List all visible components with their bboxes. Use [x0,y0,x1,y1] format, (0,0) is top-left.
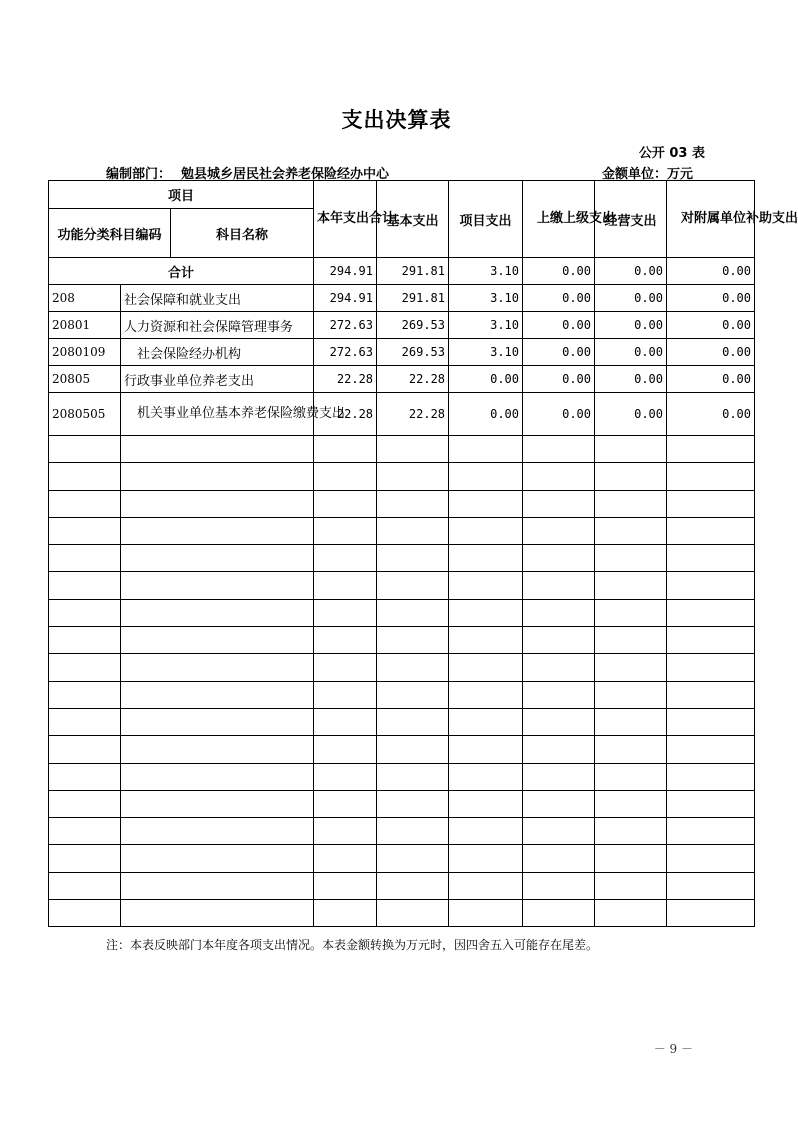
empty-cell [595,490,667,517]
empty-cell [377,818,449,845]
empty-cell [314,654,377,681]
empty-cell [49,872,121,899]
total-cell: 272.63 [314,339,377,366]
empty-row [49,872,755,899]
header-business: 经营支出 [595,181,667,258]
empty-cell [49,818,121,845]
empty-cell [523,736,595,763]
empty-cell [49,572,121,599]
empty-cell [121,818,314,845]
subsidy-cell: 0.00 [667,285,755,312]
department-value: 勉县城乡居民社会养老保险经办中心 [181,167,390,182]
upper-cell: 0.00 [523,339,595,366]
name-cell: 机关事业单位基本养老保险缴费支出 [121,393,314,436]
basic-cell: 291.81 [377,285,449,312]
empty-cell [523,818,595,845]
empty-cell [523,572,595,599]
empty-cell [49,708,121,735]
empty-cell [49,763,121,790]
empty-cell [523,900,595,927]
empty-cell [595,708,667,735]
empty-row [49,736,755,763]
empty-rows [49,436,755,927]
project-cell: 0.00 [449,393,523,436]
empty-cell [121,599,314,626]
empty-cell [49,545,121,572]
empty-cell [523,490,595,517]
subsidy-cell: 0.00 [667,366,755,393]
empty-cell [49,463,121,490]
empty-cell [667,463,755,490]
total-cell: 22.28 [314,393,377,436]
department-label: 编制部门： [106,167,172,182]
empty-cell [121,463,314,490]
empty-row [49,572,755,599]
header-code: 功能分类科目编码 [49,209,171,258]
empty-cell [49,490,121,517]
code-cell: 2080109 [49,339,121,366]
empty-cell [667,681,755,708]
empty-cell [667,763,755,790]
empty-cell [595,627,667,654]
empty-cell [121,436,314,463]
empty-cell [595,599,667,626]
empty-cell [667,436,755,463]
empty-cell [121,490,314,517]
empty-row [49,900,755,927]
empty-cell [449,599,523,626]
empty-cell [667,654,755,681]
empty-cell [449,436,523,463]
upper-cell: 0.00 [523,366,595,393]
project-cell: 3.10 [449,339,523,366]
subsidy-cell: 0.00 [667,339,755,366]
empty-cell [121,545,314,572]
empty-cell [49,845,121,872]
empty-cell [314,545,377,572]
page-number: － 9 － [653,1042,693,1056]
empty-cell [314,627,377,654]
table-row [49,366,755,393]
empty-cell [667,627,755,654]
empty-cell [377,900,449,927]
table-row [49,339,755,366]
total-cell: 22.28 [314,366,377,393]
empty-cell [523,845,595,872]
empty-cell [121,845,314,872]
project-cell: 3.10 [449,312,523,339]
empty-row [49,517,755,544]
upper-cell: 0.00 [523,285,595,312]
empty-cell [49,681,121,708]
basic-cell: 22.28 [377,393,449,436]
business-cell: 0.00 [595,285,667,312]
empty-cell [377,490,449,517]
empty-cell [449,627,523,654]
name-cell: 社会保障和就业支出 [121,285,314,312]
empty-cell [377,708,449,735]
empty-cell [49,517,121,544]
empty-cell [523,436,595,463]
empty-cell [314,436,377,463]
amount-unit: 金额单位：万元 [601,167,693,182]
business-cell: 0.00 [595,366,667,393]
empty-cell [595,872,667,899]
empty-cell [377,790,449,817]
empty-cell [523,763,595,790]
empty-cell [314,790,377,817]
upper-cell: 0.00 [523,393,595,436]
empty-cell [377,572,449,599]
empty-row [49,463,755,490]
empty-cell [121,872,314,899]
empty-cell [377,436,449,463]
total-row [49,258,755,285]
header-basic: 基本支出 [377,181,449,258]
empty-cell [121,681,314,708]
empty-cell [377,736,449,763]
empty-cell [377,627,449,654]
basic-cell: 291.81 [377,258,449,285]
empty-cell [314,599,377,626]
empty-cell [667,490,755,517]
table-row [49,312,755,339]
upper-cell: 0.00 [523,258,595,285]
footnote: 注：本表反映部门本年度各项支出情况。本表金额转换为万元时，因四舍五入可能存在尾差。 [106,938,599,952]
empty-cell [449,517,523,544]
total-label: 合计 [49,258,314,285]
empty-cell [595,845,667,872]
empty-cell [449,572,523,599]
header-project: 项目支出 [449,181,523,258]
header-total: 本年支出合计 [314,181,377,258]
empty-cell [314,490,377,517]
empty-cell [523,545,595,572]
empty-cell [595,654,667,681]
business-cell: 0.00 [595,339,667,366]
basic-cell: 269.53 [377,312,449,339]
empty-cell [314,818,377,845]
empty-cell [314,736,377,763]
form-number: 公开 03 表 [638,146,705,161]
empty-cell [314,872,377,899]
code-cell: 2080505 [49,393,121,436]
empty-cell [523,708,595,735]
empty-cell [667,517,755,544]
page-title: 支出决算表 [341,108,452,132]
empty-cell [121,790,314,817]
subsidy-cell: 0.00 [667,312,755,339]
empty-cell [523,790,595,817]
empty-cell [121,900,314,927]
empty-cell [449,845,523,872]
empty-cell [314,463,377,490]
empty-cell [49,654,121,681]
empty-cell [314,681,377,708]
empty-cell [314,708,377,735]
empty-cell [449,708,523,735]
empty-cell [49,790,121,817]
code-cell: 208 [49,285,121,312]
code-cell: 20801 [49,312,121,339]
empty-cell [449,654,523,681]
empty-cell [377,599,449,626]
empty-cell [667,872,755,899]
empty-cell [595,900,667,927]
empty-cell [449,463,523,490]
empty-cell [121,708,314,735]
empty-cell [595,572,667,599]
empty-row [49,845,755,872]
empty-cell [667,790,755,817]
empty-cell [49,736,121,763]
basic-cell: 269.53 [377,339,449,366]
empty-cell [667,818,755,845]
header-item: 项目 [49,181,314,209]
empty-cell [523,463,595,490]
empty-row [49,599,755,626]
table-row [49,285,755,312]
empty-cell [314,572,377,599]
empty-cell [595,545,667,572]
empty-cell [449,736,523,763]
business-cell: 0.00 [595,312,667,339]
empty-cell [523,517,595,544]
upper-cell: 0.00 [523,312,595,339]
empty-cell [49,627,121,654]
empty-cell [449,790,523,817]
empty-cell [595,818,667,845]
project-cell: 0.00 [449,366,523,393]
total-cell: 272.63 [314,312,377,339]
empty-cell [449,872,523,899]
empty-cell [667,545,755,572]
code-cell: 20805 [49,366,121,393]
empty-cell [314,763,377,790]
empty-cell [314,517,377,544]
empty-cell [314,845,377,872]
empty-cell [377,517,449,544]
name-cell: 人力资源和社会保障管理事务 [121,312,314,339]
empty-cell [595,681,667,708]
empty-cell [377,872,449,899]
empty-cell [667,900,755,927]
empty-cell [667,736,755,763]
empty-cell [449,681,523,708]
project-cell: 3.10 [449,258,523,285]
empty-cell [377,845,449,872]
business-cell: 0.00 [595,393,667,436]
empty-cell [523,654,595,681]
empty-row [49,790,755,817]
empty-row [49,763,755,790]
empty-cell [377,463,449,490]
expenditure-table [48,180,798,927]
empty-cell [377,654,449,681]
empty-cell [449,763,523,790]
empty-cell [523,872,595,899]
empty-cell [121,763,314,790]
empty-row [49,436,755,463]
empty-cell [595,436,667,463]
total-cell: 294.91 [314,258,377,285]
empty-cell [523,627,595,654]
empty-cell [49,599,121,626]
header-subsidy: 对附属单位补助支出 [667,181,755,258]
empty-cell [667,845,755,872]
empty-cell [595,763,667,790]
empty-cell [121,517,314,544]
empty-cell [595,790,667,817]
empty-cell [595,517,667,544]
empty-cell [377,545,449,572]
subsidy-cell: 0.00 [667,393,755,436]
empty-cell [121,627,314,654]
empty-cell [121,654,314,681]
empty-cell [449,490,523,517]
empty-row [49,818,755,845]
empty-cell [449,545,523,572]
header-name: 科目名称 [171,209,314,258]
empty-cell [49,900,121,927]
subsidy-cell: 0.00 [667,258,755,285]
empty-cell [121,572,314,599]
empty-row [49,545,755,572]
empty-cell [377,681,449,708]
project-cell: 3.10 [449,285,523,312]
empty-cell [449,818,523,845]
empty-cell [595,736,667,763]
table-row [49,393,755,436]
empty-row [49,681,755,708]
empty-cell [667,708,755,735]
empty-cell [523,681,595,708]
empty-row [49,490,755,517]
name-cell: 社会保险经办机构 [121,339,314,366]
empty-cell [523,599,595,626]
empty-cell [667,572,755,599]
total-cell: 294.91 [314,285,377,312]
empty-row [49,654,755,681]
name-cell: 行政事业单位养老支出 [121,366,314,393]
empty-cell [667,599,755,626]
empty-cell [449,900,523,927]
empty-cell [49,436,121,463]
header-upper: 上缴上级支出 [523,181,595,258]
empty-cell [121,736,314,763]
empty-cell [314,900,377,927]
empty-row [49,627,755,654]
empty-row [49,708,755,735]
empty-cell [377,763,449,790]
business-cell: 0.00 [595,258,667,285]
empty-cell [595,463,667,490]
basic-cell: 22.28 [377,366,449,393]
